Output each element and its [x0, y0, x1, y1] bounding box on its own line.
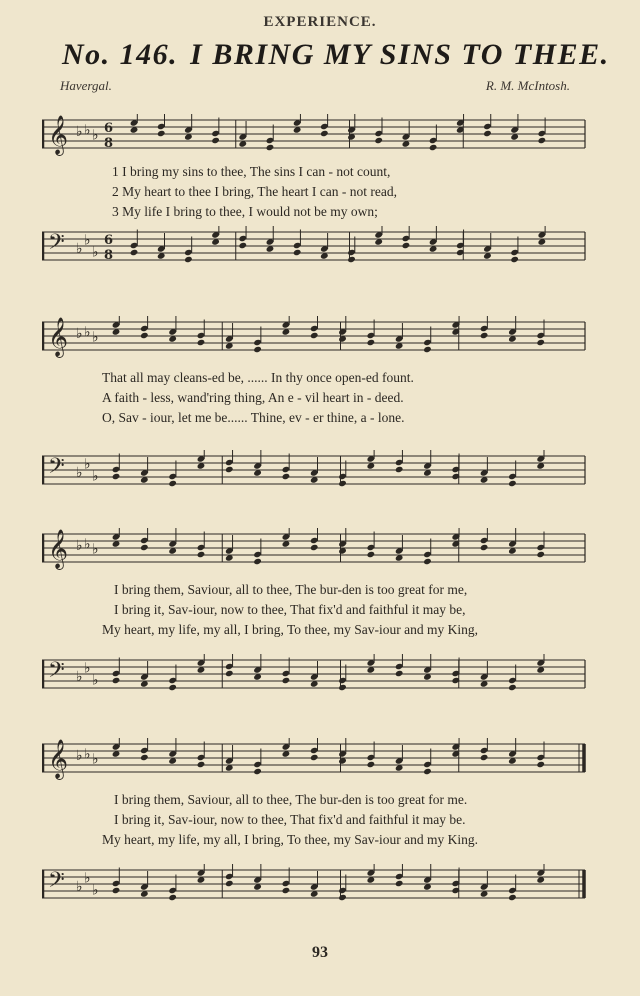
lyric-verse-1: That all may cleans-ed be, ...... In thy once open-ed fount. [102, 370, 414, 385]
note-head [282, 887, 291, 894]
bass-staff-graphic [42, 864, 587, 906]
note-head [310, 544, 319, 551]
treble-staff [42, 738, 587, 780]
note-head [184, 256, 193, 263]
section-heading: EXPERIENCE. [263, 14, 377, 30]
lyric-verse-3: 3 My life I bring to thee, I would not be my own; [112, 204, 378, 219]
note-head [225, 880, 234, 887]
note-head [395, 880, 404, 887]
note-head [266, 144, 275, 151]
treble-staff-graphic [42, 738, 587, 780]
note-head [536, 761, 545, 768]
hymn-title [62, 38, 610, 72]
bass-staff [42, 226, 587, 268]
lyric-verse-1: 1 I bring my sins to thee, The sins I can - not count, [112, 164, 391, 179]
note-head [238, 242, 247, 249]
note-head [197, 761, 206, 768]
bass-staff [42, 864, 587, 906]
lyricist-credit: Havergal. [60, 78, 112, 93]
note-head [157, 130, 166, 137]
flat-icon: ♭ [92, 541, 99, 558]
note-head [483, 130, 492, 137]
note-head [253, 346, 262, 353]
note-head [536, 339, 545, 346]
flat-icon: ♭ [76, 124, 83, 140]
note-head [367, 551, 376, 558]
bass-staff [42, 450, 587, 492]
flat-icon: ♭ [92, 468, 99, 485]
note-head [197, 339, 206, 346]
time-signature-bottom: 8 [104, 248, 114, 263]
bass-staff [42, 654, 587, 696]
lyric-verse-2: I bring it, Sav-iour, now to thee, That fix'd and faithful it may be. [114, 812, 466, 827]
flat-icon: ♭ [76, 669, 83, 685]
note-head [536, 551, 545, 558]
note-head [140, 754, 149, 761]
flat-icon: ♭ [92, 751, 99, 768]
bass-staff-graphic [42, 226, 587, 268]
note-head [310, 754, 319, 761]
note-head [338, 480, 347, 487]
flat-icon: ♭ [76, 326, 83, 342]
flat-icon: ♭ [84, 660, 91, 677]
note-head [395, 466, 404, 473]
time-signature-top: 6 [104, 233, 114, 248]
note-head [538, 137, 547, 144]
bass-clef-icon: 𝄢 [48, 658, 65, 688]
note-head [140, 332, 149, 339]
note-head [347, 256, 356, 263]
flat-icon: ♭ [76, 748, 83, 764]
note-head [253, 558, 262, 565]
treble-clef-icon: 𝄞 [48, 739, 69, 779]
hymn-number: No. 146. [62, 38, 179, 71]
note-head [320, 130, 329, 137]
lyric-verse-2: I bring it, Sav-iour, now to thee, That fix'd and faithful it may be, [114, 602, 466, 617]
note-head [338, 894, 347, 901]
note-head [374, 137, 383, 144]
lyric-verse-2: 2 My heart to thee I bring, The heart I can - not read, [112, 184, 398, 199]
treble-clef-icon: 𝄞 [48, 529, 69, 569]
bass-clef-icon: 𝄢 [48, 230, 65, 260]
note-head [225, 466, 234, 473]
lyric-verse-1: I bring them, Saviour, all to thee, The bur-den is too great for me. [114, 792, 468, 807]
note-head [130, 249, 139, 256]
hymn-name: I BRING MY SINS TO THEE. [190, 38, 610, 71]
treble-staff-graphic [42, 528, 587, 570]
note-head [423, 768, 432, 775]
flat-icon: ♭ [76, 465, 83, 481]
note-head [168, 894, 177, 901]
note-head [395, 670, 404, 677]
lyric-verse-2: A faith - less, wand'ring thing, An e - vil heart in - deed. [102, 390, 404, 405]
note-head [480, 754, 489, 761]
flat-icon: ♭ [76, 879, 83, 895]
note-head [140, 544, 149, 551]
flat-icon: ♭ [92, 127, 99, 144]
lyric-verse-3: My heart, my life, my all, I bring, To thee, my Sav-iour and my King. [102, 832, 478, 847]
note-head [253, 768, 262, 775]
flat-icon: ♭ [84, 456, 91, 473]
note-head [225, 670, 234, 677]
flat-icon: ♭ [84, 870, 91, 887]
note-head [293, 249, 302, 256]
page-number: 93 [312, 944, 328, 961]
note-head [112, 677, 121, 684]
time-signature-bottom: 8 [104, 136, 114, 151]
bass-staff-graphic [42, 654, 587, 696]
composer-credit: R. M. McIntosh. [485, 78, 570, 93]
note-head [310, 332, 319, 339]
note-head [423, 346, 432, 353]
flat-icon: ♭ [84, 122, 91, 139]
flat-icon: ♭ [76, 241, 83, 257]
treble-clef-icon: 𝄞 [48, 115, 69, 155]
bass-clef-icon: 𝄢 [48, 454, 65, 484]
lyric-verse-1: I bring them, Saviour, all to thee, The bur-den is too great for me, [114, 582, 468, 597]
note-head [508, 480, 517, 487]
note-head [112, 473, 121, 480]
time-signature-top: 6 [104, 121, 114, 136]
flat-icon: ♭ [76, 538, 83, 554]
note-head [367, 761, 376, 768]
note-head [168, 684, 177, 691]
treble-staff-graphic [42, 316, 587, 358]
note-head [508, 684, 517, 691]
note-head [367, 339, 376, 346]
flat-icon: ♭ [92, 672, 99, 689]
flat-icon: ♭ [84, 536, 91, 553]
lyric-verse-3: O, Sav - iour, let me be...... Thine, ev - er thine, a - lone. [102, 410, 405, 425]
flat-icon: ♭ [92, 329, 99, 346]
note-head [480, 544, 489, 551]
note-head [429, 144, 438, 151]
note-head [423, 558, 432, 565]
treble-staff [42, 114, 587, 156]
note-head [402, 242, 411, 249]
flat-icon: ♭ [84, 746, 91, 763]
note-head [211, 137, 220, 144]
note-head [480, 332, 489, 339]
bass-staff-graphic [42, 450, 587, 492]
note-head [168, 480, 177, 487]
flat-icon: ♭ [92, 882, 99, 899]
note-head [282, 473, 291, 480]
note-head [508, 894, 517, 901]
treble-staff [42, 528, 587, 570]
note-head [197, 551, 206, 558]
treble-staff-graphic [42, 114, 587, 156]
bass-clef-icon: 𝄢 [48, 868, 65, 898]
note-head [510, 256, 519, 263]
note-head [112, 887, 121, 894]
note-head [338, 684, 347, 691]
flat-icon: ♭ [92, 244, 99, 261]
treble-staff [42, 316, 587, 358]
lyric-verse-3: My heart, my life, my all, I bring, To thee, my Sav-iour and my King, [102, 622, 478, 637]
flat-icon: ♭ [84, 232, 91, 249]
treble-clef-icon: 𝄞 [48, 317, 69, 357]
note-head [282, 677, 291, 684]
flat-icon: ♭ [84, 324, 91, 341]
